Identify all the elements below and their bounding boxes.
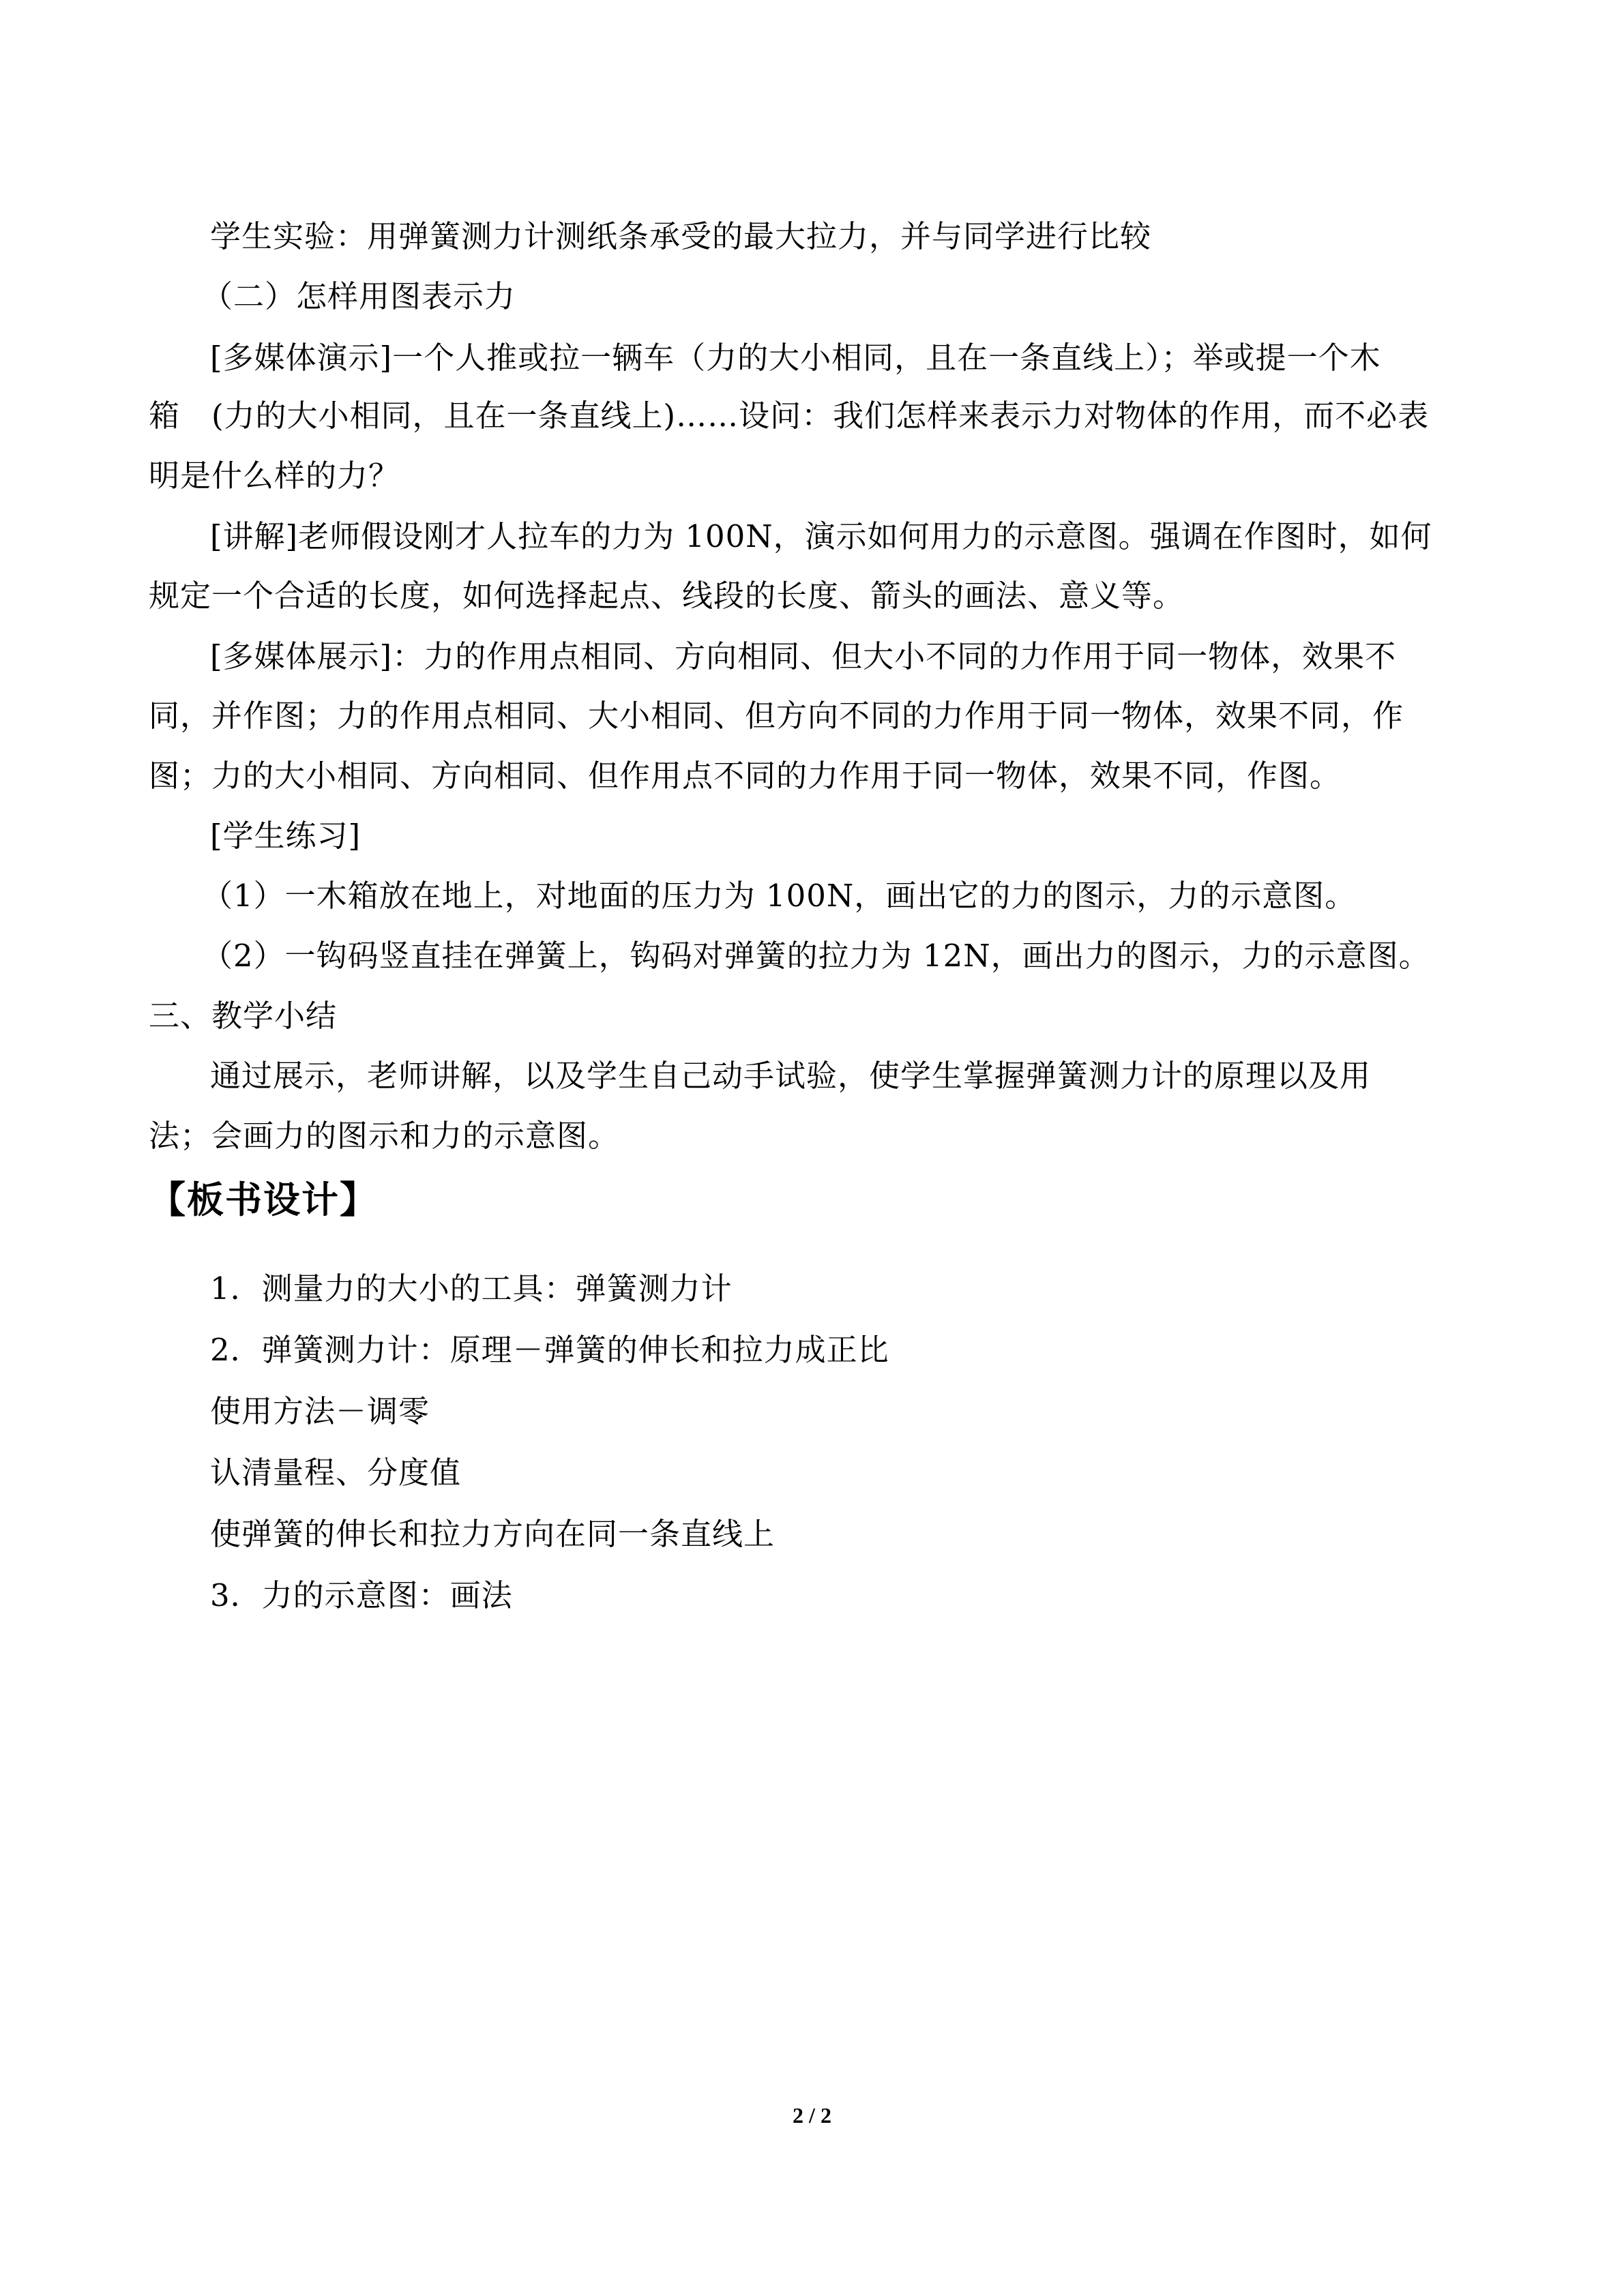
- paragraph-lecture-line2: 规定一个合适的长度，如何选择起点、线段的长度、箭头的画法、意义等。: [149, 578, 1185, 614]
- board-item-2-sub-1: 使用方法－调零: [210, 1393, 430, 1429]
- paragraph-multimedia-show-line1: [多媒体展示]：力的作用点相同、方向相同、但大小不同的力作用于同一物体，效果不: [210, 638, 1397, 674]
- board-item-1: 1．测量力的大小的工具：弹簧测力计: [210, 1270, 733, 1307]
- practice-item-2: （2）一钩码竖直挂在弹簧上，钩码对弹簧的拉力为 12N，画出力的图示，力的示意图。: [202, 938, 1430, 974]
- paragraph-lecture-line1: [讲解]老师假设刚才人拉车的力为 100N，演示如何用力的示意图。强调在作图时，如何: [210, 518, 1432, 554]
- paragraph-multimedia-demo-line1: [多媒体演示]一个人推或拉一辆车（力的大小相同，且在一条直线上）；举或提一个木: [210, 340, 1381, 376]
- paragraph-multimedia-show-line2: 同，并作图；力的作用点相同、大小相同、但方向不同的力作用于同一物体，效果不同，作: [149, 698, 1404, 734]
- paragraph-student-practice: [学生练习]: [210, 818, 361, 854]
- paragraph-multimedia-show-line3: 图；力的大小相同、方向相同、但作用点不同的力作用于同一物体，效果不同，作图。: [149, 758, 1342, 794]
- paragraph-multimedia-demo-line2: 箱 (力的大小相同，且在一条直线上)……设问：我们怎样来表示力对物体的作用，而不必表: [149, 398, 1430, 434]
- board-item-2-sub-3: 使弹簧的伸长和拉力方向在同一条直线上: [210, 1516, 776, 1552]
- section-title-summary: 三、教学小结: [149, 998, 338, 1034]
- paragraph-summary-line1: 通过展示，老师讲解，以及学生自己动手试验，使学生掌握弹簧测力计的原理以及用: [210, 1058, 1372, 1094]
- paragraph-student-experiment: 学生实验：用弹簧测力计测纸条承受的最大拉力，并与同学进行比较: [210, 218, 1152, 254]
- board-item-3: 3．力的示意图：画法: [210, 1577, 513, 1613]
- page-number: 2 / 2: [793, 2103, 831, 2128]
- board-item-2: 2．弹簧测力计：原理－弹簧的伸长和拉力成正比: [210, 1332, 889, 1368]
- paragraph-multimedia-demo-line3: 明是什么样的力？: [149, 458, 400, 494]
- board-design-heading: 【板书设计】: [149, 1178, 378, 1221]
- board-item-2-sub-2: 认清量程、分度值: [210, 1455, 462, 1491]
- paragraph-summary-line2: 法；会画力的图示和力的示意图。: [149, 1118, 620, 1154]
- subsection-title: （二）怎样用图表示力: [202, 278, 516, 314]
- practice-item-1: （1）一木箱放在地上，对地面的压力为 100N，画出它的力的图示，力的示意图。: [202, 878, 1357, 914]
